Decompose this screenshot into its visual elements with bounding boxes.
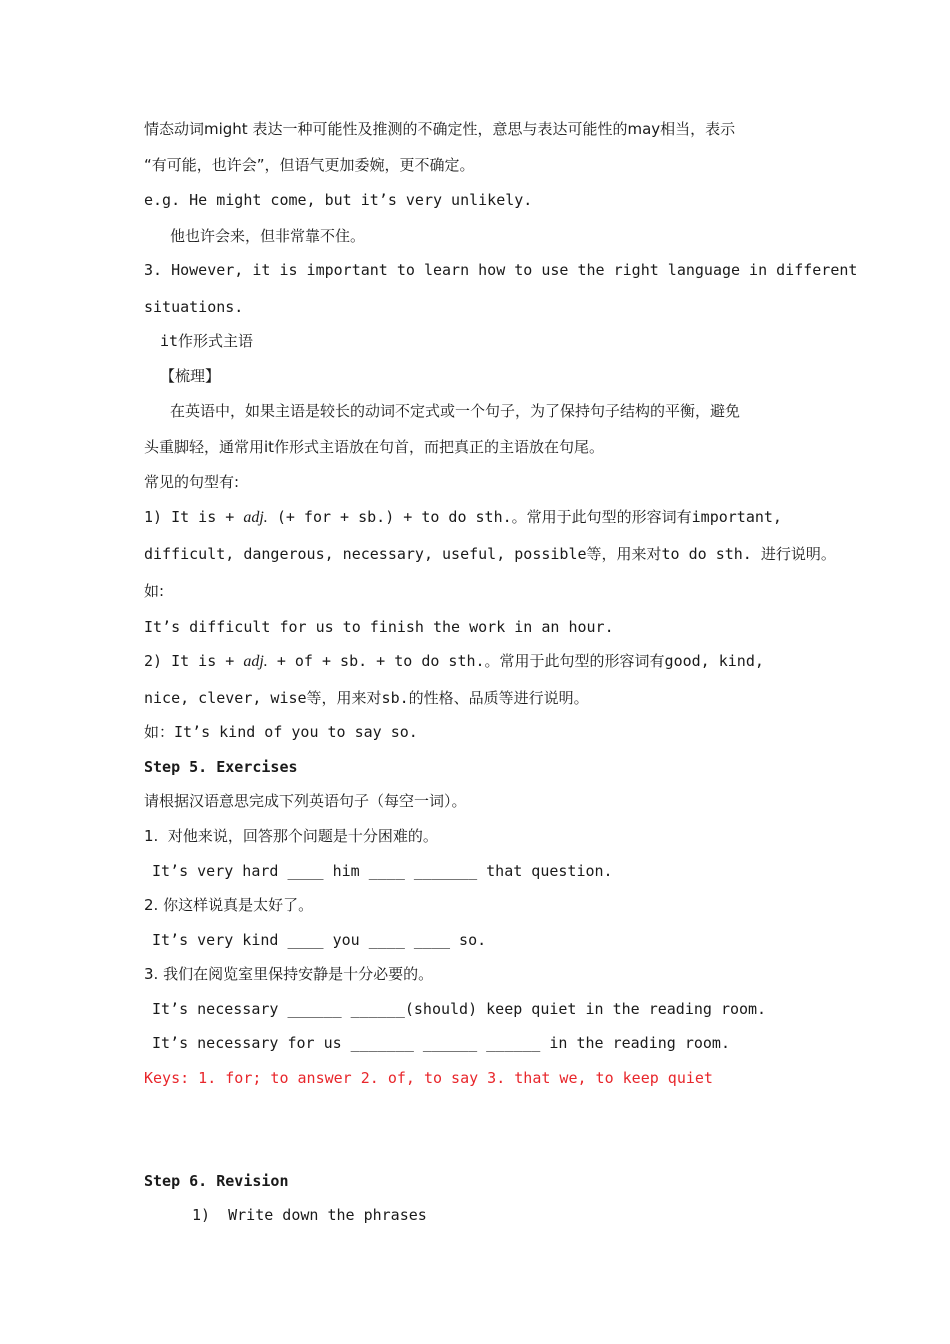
- question-1-chinese: 1. 对他来说，回答那个问题是十分困难的。: [144, 827, 438, 845]
- step-5-heading: Step 5. Exercises: [144, 758, 298, 776]
- paragraph-might-line2: “有可能，也许会”，但语气更加委婉，更不确定。: [144, 156, 475, 174]
- question-3-english-2: It’s necessary for us _______ ______ ______ in the reading room.: [152, 1034, 730, 1052]
- question-2-english: It’s very kind ____ you ____ ____ so.: [152, 931, 487, 949]
- question-3-chinese: 3. 我们在阅览室里保持安静是十分必要的。: [144, 965, 434, 983]
- it-formal-subject-heading: it作形式主语: [160, 332, 254, 350]
- pattern-1-start: 1) It is +: [144, 508, 244, 526]
- exercise-instructions: 请根据汉语意思完成下列英语句子（每空一词）。: [144, 792, 467, 810]
- pattern-1-line1: [144, 507, 782, 528]
- example-pattern-1: It’s difficult for us to finish the work in an hour.: [144, 618, 614, 636]
- example-sentence: e.g. He might come, but it’s very unlikely.: [144, 191, 533, 209]
- example-translation: 他也许会来，但非常靠不住。: [170, 227, 366, 245]
- question-1-english: It’s very hard ____ him ____ _______ that question.: [152, 862, 613, 880]
- sentence-3-line1: 3. However, it is important to learn how to use the right language in different: [144, 261, 858, 279]
- question-2-chinese: 2. 你这样说真是太好了。: [144, 896, 314, 914]
- shuli-heading: 【梳理】: [160, 367, 221, 385]
- answer-keys: Keys: 1. for; to answer 2. of, to say 3. that we, to keep quiet: [144, 1069, 713, 1087]
- pattern-2-adj: adj.: [243, 653, 268, 670]
- pattern-2-start: 2) It is +: [144, 652, 244, 670]
- explanation-line2: 头重脚轻，通常用it作形式主语放在句首，而把真正的主语放在句尾。: [144, 438, 605, 456]
- pattern-1-adj: adj.: [243, 509, 268, 526]
- pattern-2-line1: [144, 651, 764, 672]
- explanation-line1: 在英语中，如果主语是较长的动词不定式或一个句子，为了保持句子结构的平衡，避免: [170, 402, 741, 420]
- ru-label-1: 如:: [144, 582, 165, 600]
- example-pattern-2: 如：It’s kind of you to say so.: [144, 723, 418, 741]
- common-patterns-heading: 常见的句型有:: [144, 473, 240, 491]
- revision-item-1: 1) Write down the phrases: [192, 1206, 427, 1224]
- question-3-english-1: It’s necessary ______ ______(should) keep quiet in the reading room.: [152, 1000, 767, 1018]
- sentence-3-line2: situations.: [144, 298, 244, 316]
- pattern-1-rest: (+ for + sb.) + to do sth.。常用于此句型的形容词有important,: [267, 508, 782, 526]
- paragraph-might-line1: 情态动词might 表达一种可能性及推测的不确定性，意思与表达可能性的may相当，表示: [144, 120, 736, 138]
- pattern-1-line2: difficult, dangerous, necessary, useful, possible等，用来对to do sth. 进行说明。: [144, 545, 836, 563]
- pattern-2-line2: nice, clever, wise等，用来对sb.的性格、品质等进行说明。: [144, 689, 589, 707]
- step-6-heading: Step 6. Revision: [144, 1172, 289, 1190]
- pattern-2-rest: + of + sb. + to do sth.。常用于此句型的形容词有good, kind,: [267, 652, 764, 670]
